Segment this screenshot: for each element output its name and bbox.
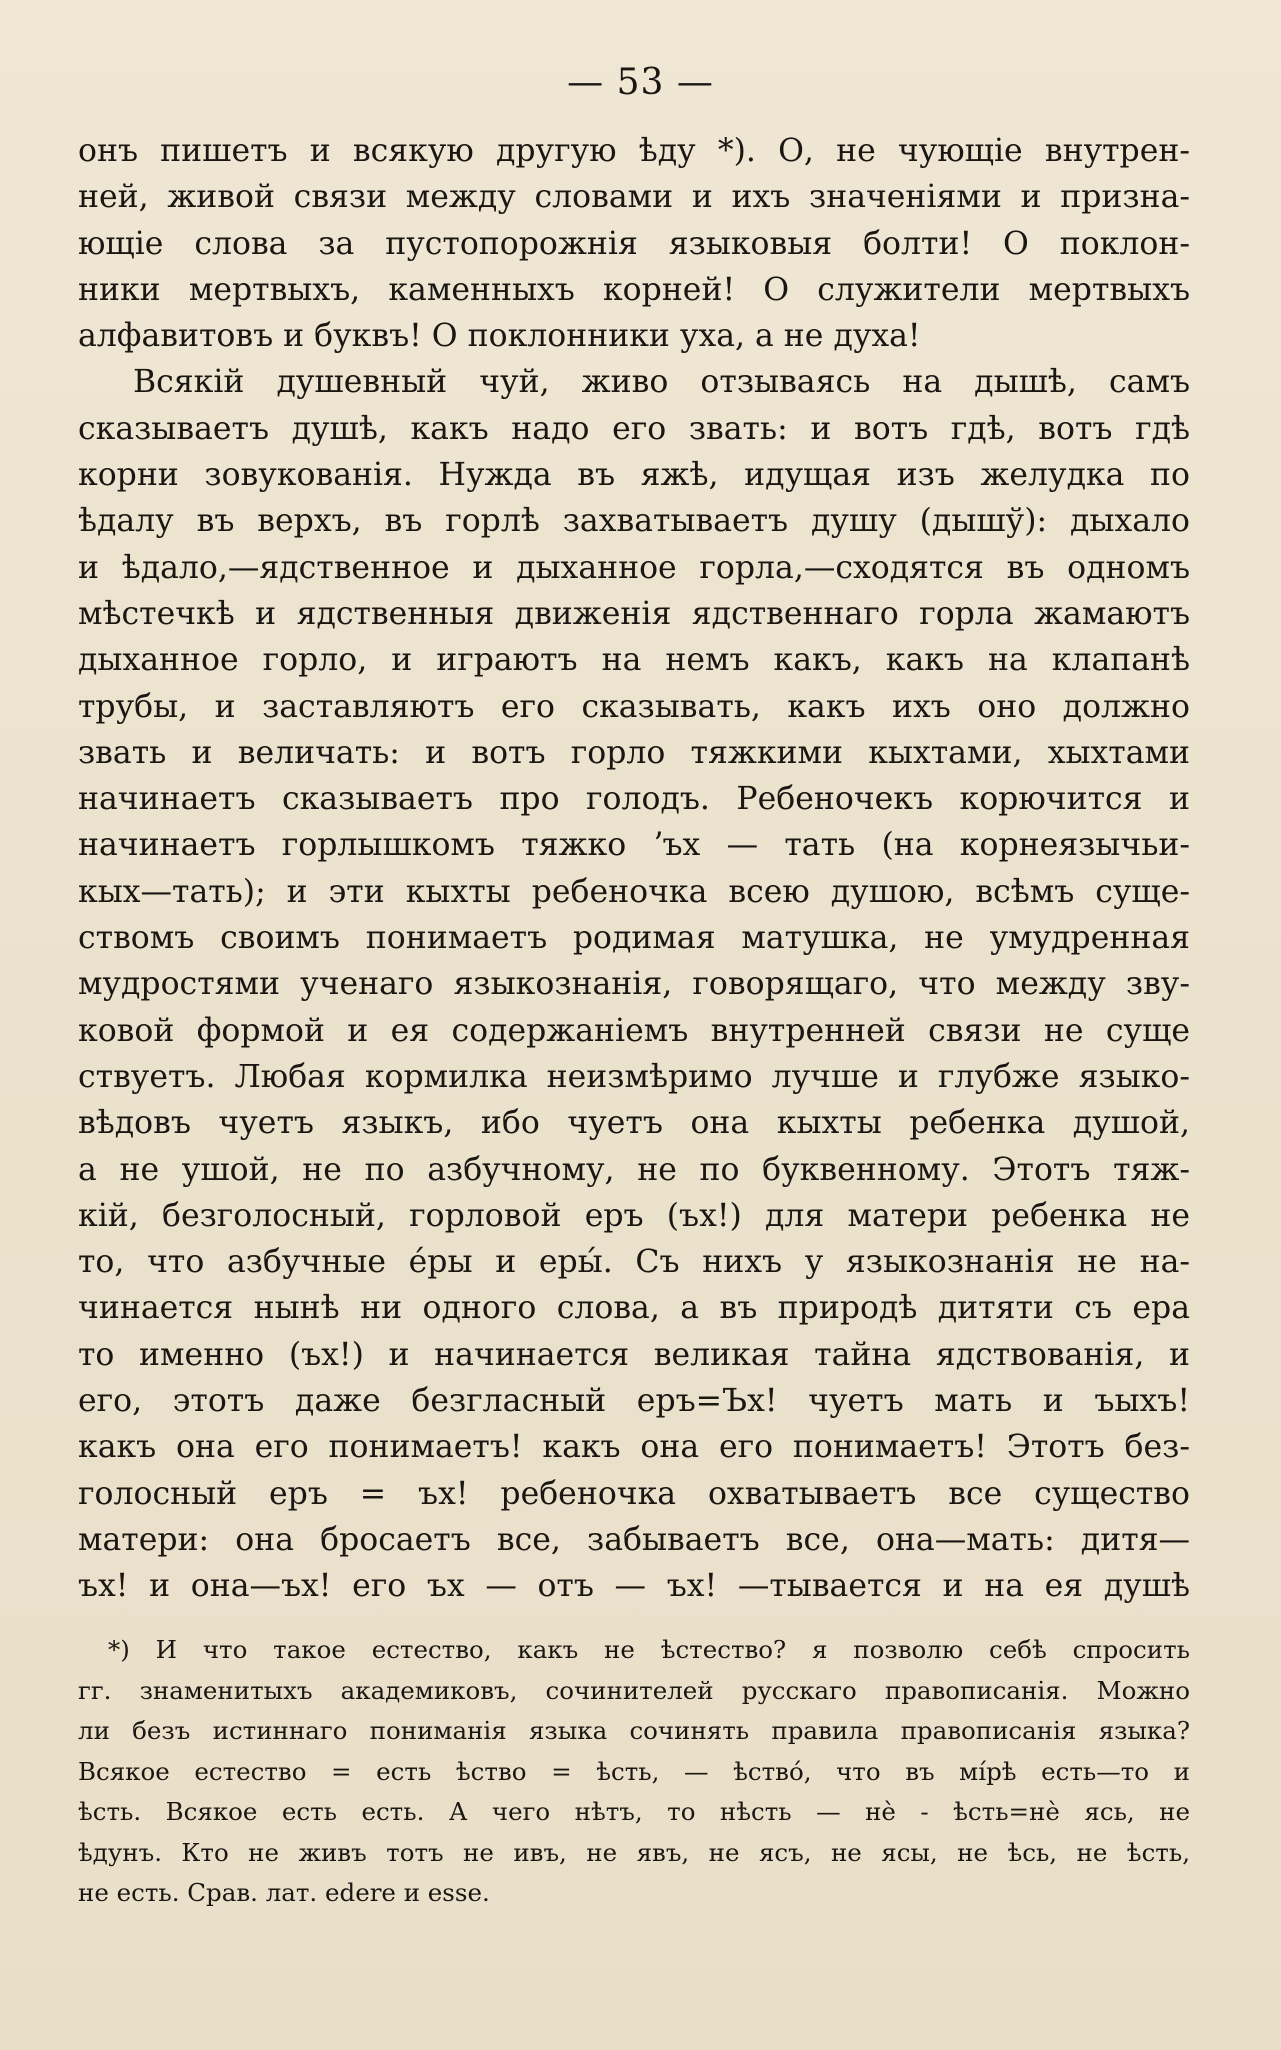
footnote-line: ли безъ истиннаго пониманія языка сочинять правила правописанія языка?: [78, 1716, 1190, 1745]
text-line: ѣдалу въ верхъ, въ горлѣ захватываетъ душу (дышў): дыхало: [78, 503, 1190, 540]
text-line: ъх! и она—ъх! его ъх — отъ — ъх! —тывается и на ея душѣ: [78, 1568, 1190, 1605]
footnote-line: *) И что такое естество, какъ не ѣстество? я позволю себѣ спросить: [108, 1635, 1190, 1664]
page-number: — 53 —: [567, 62, 714, 103]
main-text: [78, 128, 1190, 1610]
text-line: мѣстечкѣ и ядственныя движенія ядственнаго горла жамаютъ: [78, 595, 1190, 632]
text-line: начинаетъ горлышкомъ тяжко ʼъх — тать (на корнеязычьи-: [78, 827, 1190, 864]
text-line: чинается нынѣ ни одного слова, а въ природѣ дитяти съ ера: [78, 1290, 1190, 1327]
text-line: голосный еръ = ъх! ребеночка охватываетъ все существо: [78, 1475, 1190, 1512]
text-line: какъ она его понимаетъ! какъ она его понимаетъ! Этотъ без-: [78, 1429, 1190, 1466]
text-line: ковой формой и ея содержаніемъ внутренней связи не суще: [78, 1012, 1190, 1049]
text-line: ющіе слова за пустопорожнія языковыя болти! О поклон-: [78, 225, 1190, 262]
text-line: сказываетъ душѣ, какъ надо его звать: и вотъ гдѣ, вотъ гдѣ: [78, 410, 1190, 447]
text-line: дыханное горло, и играютъ на немъ какъ, какъ на клапанѣ: [78, 642, 1190, 679]
text-line: вѣдовъ чуетъ языкъ, ибо чуетъ она кыхты ребенка душой,: [78, 1105, 1190, 1142]
text-line: и ѣдало,—ядственное и дыханное горла,—сходятся въ одномъ: [78, 549, 1190, 586]
text-line: звать и величать: и вотъ горло тяжкими кыхтами, хыхтами: [78, 734, 1190, 771]
text-line: то, что азбучные е́ры и еры́. Съ нихъ у языкознанія не на-: [78, 1244, 1190, 1281]
text-line: матери: она бросаетъ все, забываетъ все, она—мать: дитя—: [78, 1521, 1190, 1558]
text-line: а не ушой, не по азбучному, не по буквенному. Этотъ тяж-: [78, 1151, 1190, 1188]
text-line: мудростями ученаго языкознанія, говорящаго, что между зву-: [78, 966, 1190, 1003]
footnote-line: ѣдунъ. Кто не живъ тотъ не ивъ, не явъ, не ясъ, не ясы, не ѣсь, не ѣсть,: [78, 1837, 1190, 1867]
text-line: онъ пишетъ и всякую другую ѣду *). О, не чующіе внутрен-: [78, 133, 1190, 169]
text-line: ствуетъ. Любая кормилка неизмѣримо лучше и глубже языко-: [78, 1058, 1190, 1095]
footnote-line: Всякое естество = есть ѣство = ѣсть, — ѣство́, что въ мі́рѣ есть—то и: [78, 1756, 1190, 1786]
text-line: трубы, и заставляютъ его сказывать, какъ ихъ оно должно: [78, 688, 1190, 725]
text-line: его, этотъ даже безгласный еръ=Ъх! чуетъ мать и ъыхъ!: [78, 1383, 1190, 1420]
text-line: ствомъ своимъ понимаетъ родимая матушка, не умудренная: [78, 920, 1190, 957]
text-line: то именно (ъх!) и начинается великая тайна ядствованія, и: [78, 1336, 1190, 1373]
footnote-line: не есть. Срав. лат. edere и esse.: [78, 1878, 490, 1907]
text-line: Всякій душевный чуй, живо отзываясь на дышѣ, самъ: [133, 364, 1190, 401]
footnote-line: ѣсть. Всякое есть есть. А чего нѣтъ, то нѣсть — нѐ - ѣсть=нѐ ясь, не: [78, 1797, 1190, 1826]
text-line: кій, безголосный, горловой еръ (ъх!) для матери ребенка не: [78, 1197, 1190, 1234]
text-line: ней, живой связи между словами и ихъ значеніями и призна-: [78, 179, 1190, 216]
text-line: ники мертвыхъ, каменныхъ корней! О служители мертвыхъ: [78, 271, 1190, 308]
text-line: кых—тать); и эти кыхты ребеночка всею душою, всѣмъ суще-: [78, 873, 1190, 910]
text-line: алфавитовъ и буквъ! О поклонники уха, а не духа!: [78, 318, 921, 355]
footnotes: [78, 1630, 1190, 1914]
text-line: корни зовукованія. Нужда въ яжѣ, идущая изъ желудка по: [78, 457, 1190, 494]
footnote-line: гг. знаменитыхъ академиковъ, сочинителей русскаго правописанія. Можно: [78, 1675, 1190, 1705]
text-line: начинаетъ сказываетъ про голодъ. Ребеночекъ корючится и: [78, 781, 1190, 818]
